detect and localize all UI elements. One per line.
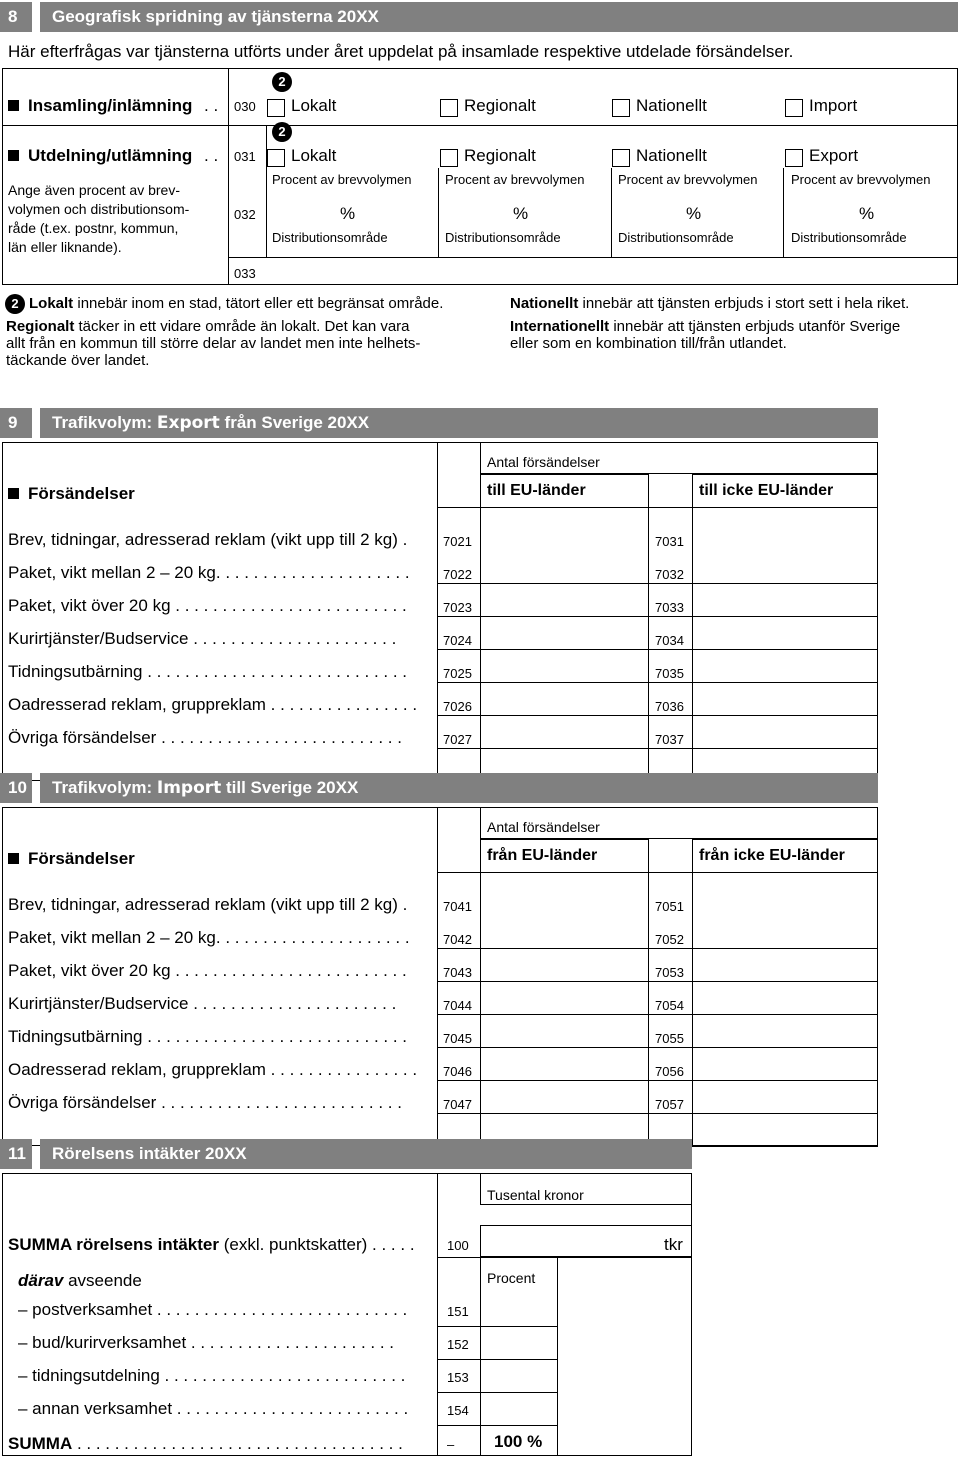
input-non-eu[interactable]: [692, 716, 878, 748]
bullet-square: [8, 100, 19, 111]
col-header-non-eu: från icke EU-länder: [699, 847, 845, 864]
field-code: 7041: [443, 899, 472, 914]
rows-header: Försändelser: [28, 849, 135, 868]
note-regionalt-3: täckande över landet.: [6, 352, 150, 369]
field-code: 151: [447, 1304, 469, 1319]
field-code: 7052: [655, 932, 684, 947]
bullet-square: [8, 150, 19, 161]
pct-sign: %: [340, 204, 356, 223]
field-code: 7026: [443, 699, 472, 714]
input-eu[interactable]: [480, 916, 649, 948]
option-label: Lokalt: [291, 96, 337, 115]
row-dots: . .: [204, 146, 219, 165]
field-code: 7046: [443, 1064, 472, 1079]
input-non-eu[interactable]: [692, 883, 878, 915]
section-9-header: [0, 408, 878, 438]
field-code: 7032: [655, 567, 684, 582]
section-title: Rörelsens intäkter 20XX: [40, 1139, 692, 1169]
row-label: Oadresserad reklam, gruppreklam . . . . . . . . . . . . . . . .: [8, 1060, 418, 1079]
row-label: Brev, tidningar, adresserad reklam (vikt upp till 2 kg) .: [8, 895, 408, 914]
side-instructions: volymen och distributionsom-: [8, 201, 190, 217]
checkbox-export-utdelning[interactable]: [785, 149, 803, 167]
section-number: 10: [0, 773, 32, 803]
summa-value: 100 %: [494, 1432, 543, 1451]
procent-input[interactable]: [480, 1360, 558, 1392]
option-label: Export: [809, 146, 859, 165]
row-label: Tidningsutbärning . . . . . . . . . . . . . . . . . . . . . . . . . . . .: [8, 662, 408, 681]
input-non-eu[interactable]: [692, 518, 878, 550]
field-code: 7055: [655, 1031, 684, 1046]
input-eu[interactable]: [480, 617, 649, 649]
row-label: Oadresserad reklam, gruppreklam . . . . . . . . . . . . . . . .: [8, 695, 418, 714]
section-title: Trafikvolym: Import till Sverige 20XX: [40, 773, 878, 803]
field-code: 154: [447, 1403, 469, 1418]
checkbox-regionalt-insamling[interactable]: [440, 99, 458, 117]
side-instructions: län eller liknande).: [8, 239, 122, 255]
income-row-label: – tidningsutdelning . . . . . . . . . . . . . . . . . . . . . . . . . .: [18, 1366, 406, 1385]
input-eu[interactable]: [480, 1048, 649, 1080]
tkr-unit: tkr: [664, 1235, 683, 1254]
income-row-label: – bud/kurirverksamhet . . . . . . . . . . . . . . . . . . . . . .: [18, 1333, 395, 1352]
col-header-non-eu: till icke EU-länder: [699, 482, 834, 499]
summa-income-label: SUMMA rörelsens intäkter (exkl. punktskatter) . . . . .: [8, 1235, 415, 1254]
procent-input[interactable]: [480, 1393, 558, 1425]
field-code: 153: [447, 1370, 469, 1385]
input-eu[interactable]: [480, 584, 649, 616]
input-eu[interactable]: [480, 949, 649, 981]
row-label: Tidningsutbärning . . . . . . . . . . . . . . . . . . . . . . . . . . . .: [8, 1027, 408, 1046]
input-non-eu[interactable]: [692, 1081, 878, 1113]
input-non-eu[interactable]: [692, 650, 878, 682]
input-non-eu[interactable]: [692, 916, 878, 948]
field-code: 7024: [443, 633, 472, 648]
pct-sign: %: [859, 204, 875, 223]
dist-label: Distributionsområde: [445, 230, 561, 245]
pct-input-nationellt[interactable]: [686, 204, 701, 224]
note-internationellt: Internationellt innebär att tjänsten erbjuds utanför Sverige: [510, 318, 901, 335]
input-non-eu[interactable]: [692, 683, 878, 715]
field-code: 7054: [655, 998, 684, 1013]
input-eu[interactable]: [480, 982, 649, 1014]
summa-label: SUMMA . . . . . . . . . . . . . . . . . . . . . . . . . . . . . . . . . . .: [8, 1434, 403, 1453]
field-code: 152: [447, 1337, 469, 1352]
row-label: Paket, vikt mellan 2 – 20 kg. . . . . . . . . . . . . . . . . . . . .: [8, 563, 410, 582]
checkbox-import-insamling[interactable]: [785, 99, 803, 117]
pct-label: Procent av brevvolymen: [445, 172, 585, 187]
field-code: 100: [447, 1238, 469, 1253]
row-label: Kurirtjänster/Budservice . . . . . . . . . . . . . . . . . . . . . .: [8, 994, 397, 1013]
field-code: 7053: [655, 965, 684, 980]
pct-input-regionalt[interactable]: [513, 204, 528, 224]
section-8-header: [0, 2, 958, 32]
bullet-square: [8, 853, 19, 864]
input-eu[interactable]: [480, 683, 649, 715]
input-eu[interactable]: [480, 716, 649, 748]
field-code: 032: [234, 207, 256, 222]
pct-sign: %: [686, 204, 702, 223]
antal-label: Antal försändelser: [487, 454, 600, 470]
field-code: 7034: [655, 633, 684, 648]
field-code: 033: [234, 266, 256, 281]
section-11-header: [0, 1139, 692, 1169]
darav-label: därav avseende: [18, 1271, 142, 1290]
checkbox-regionalt-utdelning[interactable]: [440, 149, 458, 167]
field-code: 7056: [655, 1064, 684, 1079]
income-row-label: – postverksamhet . . . . . . . . . . . . . . . . . . . . . . . . . . .: [18, 1300, 408, 1319]
note-regionalt-2: allt från en kommun till större delar av landet men inte helhets-: [6, 335, 421, 352]
dist-label: Distributionsområde: [791, 230, 907, 245]
field-code: 7027: [443, 732, 472, 747]
input-non-eu[interactable]: [692, 949, 878, 981]
option-label: Regionalt: [464, 146, 536, 165]
note-badge: 2: [272, 122, 292, 142]
note-badge: 2: [5, 294, 25, 314]
procent-input[interactable]: [480, 1294, 558, 1326]
pct-label: Procent av brevvolymen: [791, 172, 931, 187]
field-code: 7051: [655, 899, 684, 914]
rows-header: Försändelser: [28, 484, 135, 503]
field-code: 7035: [655, 666, 684, 681]
section-8-intro: Här efterfrågas var tjänsterna utförts under året uppdelat på insamlade respektive utdelade försändelser.: [8, 42, 794, 61]
field-code: 7037: [655, 732, 684, 747]
field-code: 031: [234, 149, 256, 164]
input-non-eu[interactable]: [692, 551, 878, 583]
field-code: 7044: [443, 998, 472, 1013]
input-eu[interactable]: [480, 883, 649, 915]
note-internationellt-2: eller som en kombination till/från utlandet.: [510, 335, 787, 352]
field-code: 7025: [443, 666, 472, 681]
checkbox-nationellt-insamling[interactable]: [612, 99, 630, 117]
checkbox-nationellt-utdelning[interactable]: [612, 149, 630, 167]
field-code: 7023: [443, 600, 472, 615]
side-instructions: Ange även procent av brev-: [8, 182, 180, 198]
col-header-eu: från EU-länder: [487, 847, 598, 864]
field-code: 7022: [443, 567, 472, 582]
input-non-eu[interactable]: [692, 1048, 878, 1080]
section-number: 8: [0, 2, 32, 32]
procent-label: Procent: [487, 1270, 536, 1286]
option-label: Lokalt: [291, 146, 337, 165]
field-code: 7047: [443, 1097, 472, 1112]
input-non-eu[interactable]: [692, 982, 878, 1014]
option-label: Import: [809, 96, 858, 115]
field-code: 030: [234, 99, 256, 114]
input-eu[interactable]: [480, 1015, 649, 1047]
note-nationellt: Nationellt innebär att tjänsten erbjuds i stort sett i hela riket.: [510, 295, 910, 312]
row-label: Kurirtjänster/Budservice . . . . . . . . . . . . . . . . . . . . . .: [8, 629, 397, 648]
income-row-label: – annan verksamhet . . . . . . . . . . . . . . . . . . . . . . . . .: [18, 1399, 409, 1418]
field-code: 7043: [443, 965, 472, 980]
row-label: Övriga försändelser . . . . . . . . . . . . . . . . . . . . . . . . . .: [8, 728, 402, 747]
field-code: 7036: [655, 699, 684, 714]
field-code: 7042: [443, 932, 472, 947]
pct-label: Procent av brevvolymen: [618, 172, 758, 187]
note-regionalt: Regionalt täcker in ett vidare område än lokalt. Det kan vara: [6, 318, 410, 335]
section-number: 9: [0, 408, 32, 438]
row-dots: . .: [204, 96, 219, 115]
row-label: Övriga försändelser . . . . . . . . . . . . . . . . . . . . . . . . . .: [8, 1093, 402, 1112]
option-label: Regionalt: [464, 96, 536, 115]
field-code: 7033: [655, 600, 684, 615]
row-label-utdelning: Utdelning/utlämning: [28, 146, 193, 165]
antal-label: Antal försändelser: [487, 819, 600, 835]
row-label: Paket, vikt över 20 kg . . . . . . . . . . . . . . . . . . . . . . . . .: [8, 961, 407, 980]
field-code: 7021: [443, 534, 472, 549]
col-header-eu: till EU-länder: [487, 482, 586, 499]
note-lokalt: Lokalt innebär inom en stad, tätort eller ett begränsat område.: [29, 295, 444, 312]
input-eu[interactable]: [480, 650, 649, 682]
procent-input[interactable]: [480, 1327, 558, 1359]
summa-income-input[interactable]: [480, 1225, 692, 1257]
field-code: 7057: [655, 1097, 684, 1112]
field-code: 7031: [655, 534, 684, 549]
input-eu[interactable]: [480, 1081, 649, 1113]
row-label: Paket, vikt över 20 kg . . . . . . . . . . . . . . . . . . . . . . . . .: [8, 596, 407, 615]
input-non-eu[interactable]: [692, 1015, 878, 1047]
option-label: Nationellt: [636, 96, 707, 115]
section-number: 11: [0, 1139, 32, 1169]
field-code: –: [447, 1437, 455, 1452]
side-instructions: råde (t.ex. postnr, kommun,: [8, 220, 179, 236]
input-non-eu[interactable]: [692, 617, 878, 649]
field-code: 7045: [443, 1031, 472, 1046]
pct-input-lokalt[interactable]: [340, 204, 355, 224]
section-title: Trafikvolym: Export från Sverige 20XX: [40, 408, 878, 438]
pct-sign: %: [513, 204, 529, 223]
dist-label: Distributionsområde: [618, 230, 734, 245]
pct-input-export[interactable]: [859, 204, 874, 224]
option-label: Nationellt: [636, 146, 707, 165]
dist-label: Distributionsområde: [272, 230, 388, 245]
input-eu[interactable]: [480, 551, 649, 583]
tusental-label: Tusental kronor: [487, 1187, 584, 1203]
bullet-square: [8, 488, 19, 499]
checkbox-lokalt-utdelning[interactable]: [267, 149, 285, 167]
row-label-insamling: Insamling/inlämning: [28, 96, 193, 115]
row-label: Brev, tidningar, adresserad reklam (vikt upp till 2 kg) .: [8, 530, 408, 549]
input-non-eu[interactable]: [692, 584, 878, 616]
input-eu[interactable]: [480, 518, 649, 550]
section-10-header: [0, 773, 878, 803]
note-badge: 2: [272, 72, 292, 92]
row-label: Paket, vikt mellan 2 – 20 kg. . . . . . . . . . . . . . . . . . . . .: [8, 928, 410, 947]
checkbox-lokalt-insamling[interactable]: [267, 99, 285, 117]
pct-label: Procent av brevvolymen: [272, 172, 412, 187]
section-title: Geografisk spridning av tjänsterna 20XX: [40, 2, 958, 32]
